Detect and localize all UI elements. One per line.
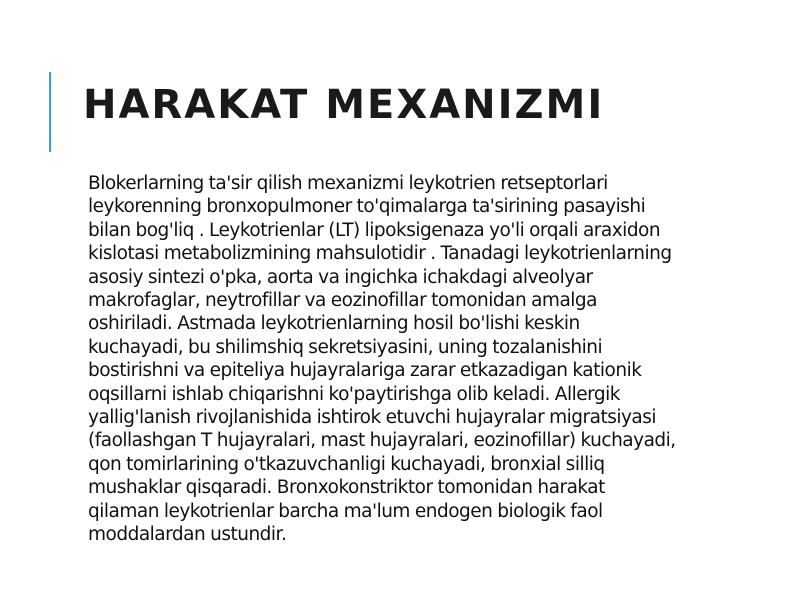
body-line: makrofaglar, neytrofillar va eozinofillar tomonidan amalga [88, 290, 598, 312]
body-line: asosiy sintezi o'pka, aorta va ingichka ichakdagi alveolyar [88, 266, 593, 288]
body-line: bilan bog'liq . Leykotrienlar (LT) lipoksigenaza yo'li orqali araxidon [88, 219, 661, 241]
body-line: (faollashgan T hujayralari, mast hujayralari, eozinofillar) kuchayadi, [88, 430, 676, 452]
body-line: bostirishni va epiteliya hujayralariga zarar etkazadigan kationik [88, 360, 642, 382]
body-line: moddalardan ustundir. [88, 524, 287, 546]
body-line: qon tomirlarining o'tkazuvchanligi kuchayadi, bronxial silliq [88, 453, 605, 475]
slide-title: HARAKAT MEXANIZMI [83, 82, 605, 128]
body-line: Blokerlarning ta'sir qilish mexanizmi leykotrien retseptorlari [88, 173, 608, 194]
body-line: oqsillarni ishlab chiqarishni ko'paytirishga olib keladi. Allergik [88, 383, 620, 405]
body-line: oshiriladi. Astmada leykotrienlarning hosil bo'lishi keskin [88, 313, 580, 335]
slide-body-text [88, 172, 794, 547]
body-line: leykorenning bronxopulmoner to'qimalarga ta'sirining pasayishi [88, 196, 646, 218]
title-accent-bar [49, 72, 51, 152]
body-line: qilaman leykotrienlar barcha ma'lum endogen biologik faol [88, 500, 603, 522]
body-line: kislotasi metabolizmining mahsulotidir . Tanadagi leykotrienlarning [88, 243, 672, 265]
body-line: mushaklar qisqaradi. Bronxokonstriktor tomonidan harakat [88, 477, 605, 499]
body-line: kuchayadi, bu shilimshiq sekretsiyasini, uning tozalanishini [88, 336, 603, 358]
body-line: yallig'lanish rivojlanishida ishtirok etuvchi hujayralar migratsiyasi [88, 407, 657, 429]
